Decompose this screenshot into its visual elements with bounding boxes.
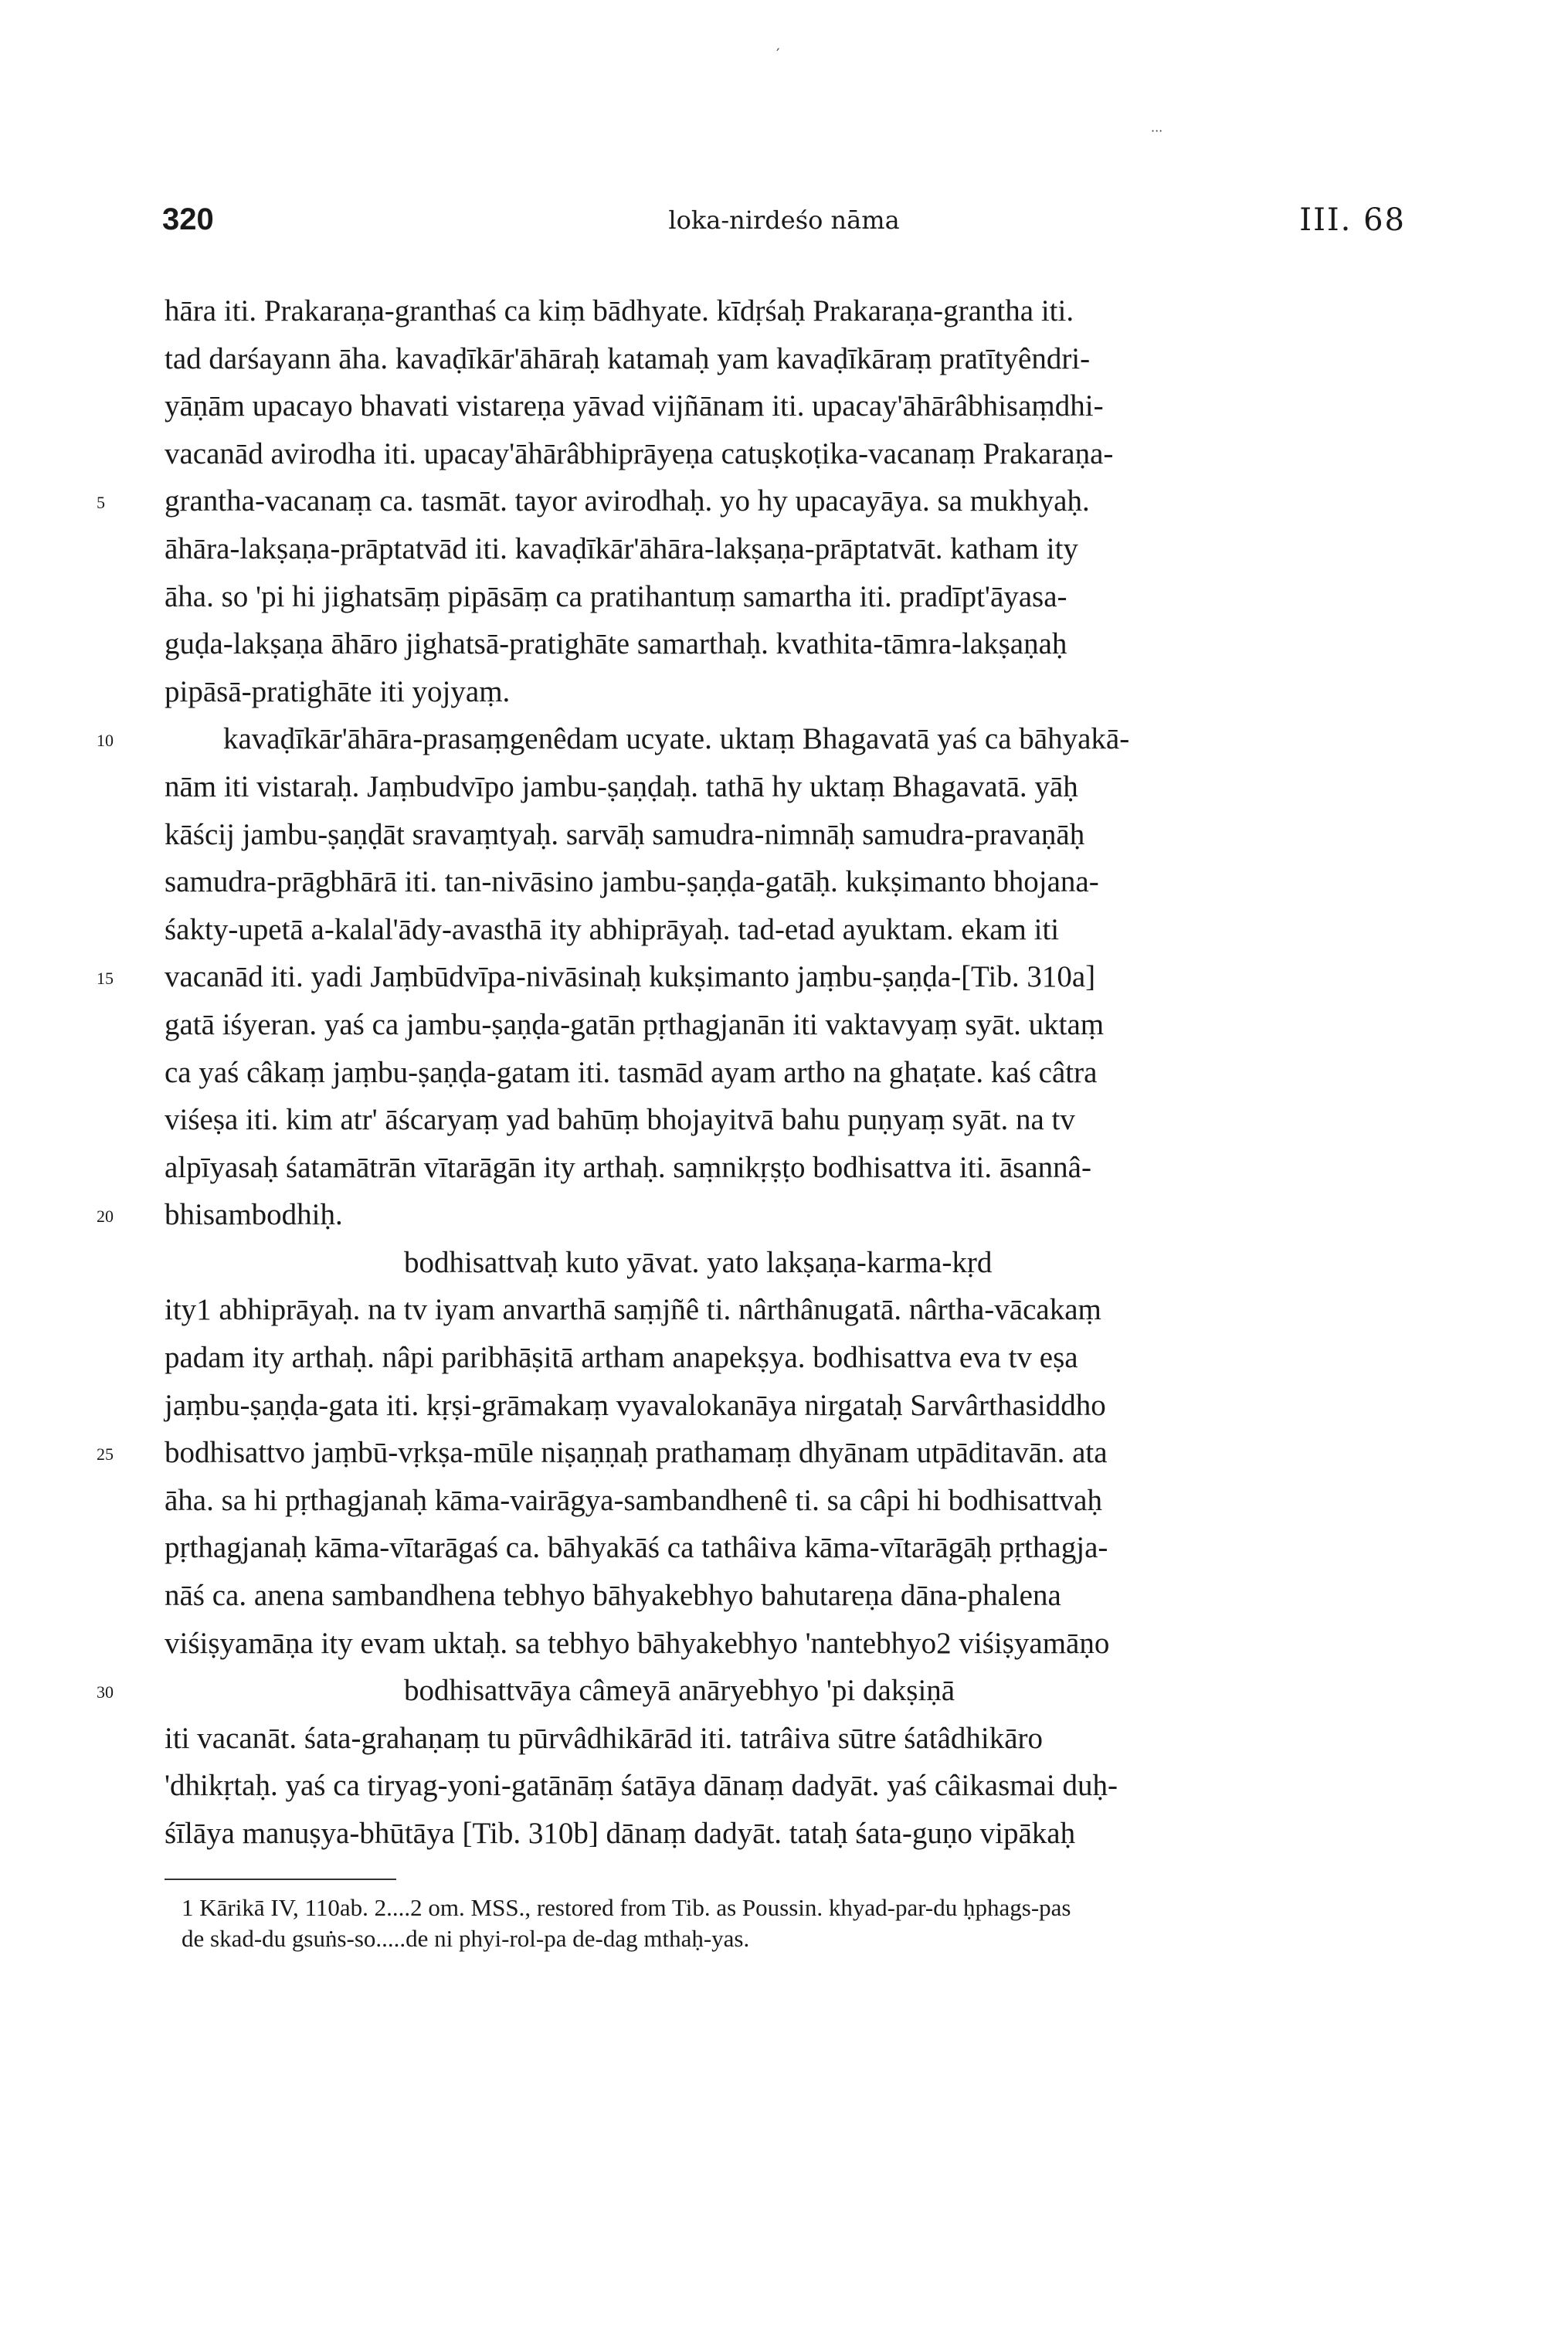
text-line: śīlāya manuṣya-bhūtāya [Tib. 310b] dānaṃ dadyāt. tataḥ śata-guṇo vipākaḥ [165,1817,1076,1850]
running-title: loka-nirdeśo nāma [668,205,900,235]
section-reference: III. 68 [1299,202,1406,238]
page-number: 320 [162,202,214,236]
text-line [97,1429,1416,1477]
text-line: viśeṣa iti. kim atr' āścaryaṃ yad bahūṃ bhojayitvā bahu puṇyaṃ syāt. na tv [165,1103,1075,1137]
text-line: śakty-upetā a-kalal'ādy-avasthā ity abhiprāyaḥ. tad-etad ayuktam. ekam iti [165,912,1060,946]
text-line: āhāra-lakṣaṇa-prāptatvād iti. kavaḍīkār'āhāra-lakṣaṇa-prāptatvāt. katham ity [165,531,1078,565]
main-text [97,287,1416,1858]
line-number: 25 [97,1444,114,1465]
text-line: nām iti vistaraḥ. Jaṃbudvīpo jambu-ṣaṇḍaḥ. tathā hy uktaṃ Bhagavatā. yāḥ [165,769,1078,803]
text-line [97,953,1416,1001]
text-line: ity1 abhiprāyaḥ. na tv iyam anvarthā saṃjñê ti. nârthânugatā. nârtha-vācakaṃ [165,1293,1101,1327]
footnote-separator [165,1879,396,1880]
text-line: hāra iti. Prakaraṇa-granthaś ca kiṃ bādhyate. kīdṛśaḥ Prakaraṇa-grantha iti. [165,294,1074,328]
verse-line: bodhisattvaḥ kuto yāvat. yato lakṣaṇa-karma-kṛd [404,1245,993,1279]
text-line-content: kavaḍīkār'āhāra-prasaṃgenêdam ucyate. uktaṃ Bhagavatā yaś ca bāhyakā- [223,722,1130,756]
text-line: guḍa-lakṣaṇa āhāro jighatsā-pratighāte samarthaḥ. kvathita-tāmra-lakṣaṇaḥ [165,627,1067,661]
text-line-content: grantha-vacanaṃ ca. tasmāt. tayor avirodhaḥ. yo hy upacayāya. sa mukhyaḥ. [165,484,1090,518]
text-line: pṛthagjanaḥ kāma-vītarāgaś ca. bāhyakāś ca tathâiva kāma-vītarāgāḥ pṛthagja- [165,1531,1108,1565]
line-number: 15 [97,969,114,989]
text-line: jaṃbu-ṣaṇḍa-gata iti. kṛṣi-grāmakaṃ vyavalokanāya nirgataḥ Sarvârthasiddho [165,1388,1106,1422]
text-line [97,477,1416,525]
text-line-content: bodhisattvāya câmeyā anāryebhyo 'pi dakṣiṇā [404,1674,955,1708]
text-line: vacanād avirodha iti. upacay'āhārâbhiprāyeṇa catuṣkoṭika-vacanaṃ Prakaraṇa- [165,436,1114,470]
text-line: tad darśayann āha. kavaḍīkār'āhāraḥ katamaḥ yam kavaḍīkāraṃ pratītyêndri- [165,341,1091,375]
footnote-line: 1 Kārikā IV, 110ab. 2....2 om. MSS., restored from Tib. as Poussin. khyad-par-du ḥphags-pas [182,1894,1071,1921]
text-line [97,715,1416,763]
line-number: 5 [97,493,105,513]
text-line-content: bhisambodhiḥ. [165,1198,343,1232]
text-line: āha. sa hi pṛthagjanaḥ kāma-vairāgya-sambandhenê ti. sa câpi hi bodhisattvaḥ [165,1483,1102,1517]
text-line: iti vacanāt. śata-grahaṇaṃ tu pūrvâdhikārād iti. tatrâiva sūtre śatâdhikāro [165,1721,1044,1755]
text-line: kāścij jambu-ṣaṇḍāt sravaṃtyaḥ. sarvāḥ samudra-nimnāḥ samudra-pravaṇāḥ [165,817,1085,851]
text-line [97,1191,1416,1239]
text-line: gatā iśyeran. yaś ca jambu-ṣaṇḍa-gatān pṛthagjanān iti vaktavyaṃ syāt. uktaṃ [165,1007,1105,1041]
line-number: 20 [97,1207,114,1227]
text-line: padam ity arthaḥ. nâpi paribhāṣitā artham anapekṣya. bodhisattva eva tv eṣa [165,1341,1078,1375]
text-line: samudra-prāgbhārā iti. tan-nivāsino jambu-ṣaṇḍa-gatāḥ. kukṣimanto bhojana- [165,865,1099,899]
stray-mark: ··· [1151,124,1163,138]
verse-line [97,1667,1416,1715]
footnote-line: de skad-du gsuṅs-so.....de ni phyi-rol-pa de-dag mthaḥ-yas. [182,1925,750,1952]
text-line: āha. so 'pi hi jighatsāṃ pipāsāṃ ca pratihantuṃ samartha iti. pradīpt'āyasa- [165,579,1067,613]
footnotes [182,1892,1417,1954]
text-line-content: bodhisattvo jaṃbū-vṛkṣa-mūle niṣaṇṇaḥ prathamaṃ dhyānam utpāditavān. ata [165,1436,1108,1470]
text-line: yāṇām upacayo bhavati vistareṇa yāvad vijñānam iti. upacay'āhārâbhisaṃdhi- [165,389,1104,423]
text-line: nāś ca. anena sambandhena tebhyo bāhyakebhyo bahutareṇa dāna-phalena [165,1579,1061,1613]
text-line: ca yaś câkaṃ jaṃbu-ṣaṇḍa-gatam iti. tasmād ayam artho na ghaṭate. kaś câtra [165,1055,1098,1089]
text-line: pipāsā-pratighāte iti yojyaṃ. [165,674,511,708]
text-line: 'dhikṛtaḥ. yaś ca tiryag-yoni-gatānāṃ śatāya dānaṃ dadyāt. yaś câikasmai duḥ- [165,1769,1118,1803]
line-number: 10 [97,731,114,751]
line-number: 30 [97,1682,114,1702]
text-line: viśiṣyamāṇa ity evam uktaḥ. sa tebhyo bāhyakebhyo 'nantebhyo2 viśiṣyamāṇo [165,1626,1110,1660]
text-line-content: vacanād iti. yadi Jaṃbūdvīpa-nivāsinaḥ kukṣimanto jaṃbu-ṣaṇḍa-[Tib. 310a] [165,960,1096,994]
text-line: alpīyasaḥ śatamātrān vītarāgān ity arthaḥ. saṃnikṛṣṭo bodhisattva iti. āsannâ- [165,1150,1091,1184]
running-header [162,202,1406,249]
stray-mark: ′ [776,45,780,63]
